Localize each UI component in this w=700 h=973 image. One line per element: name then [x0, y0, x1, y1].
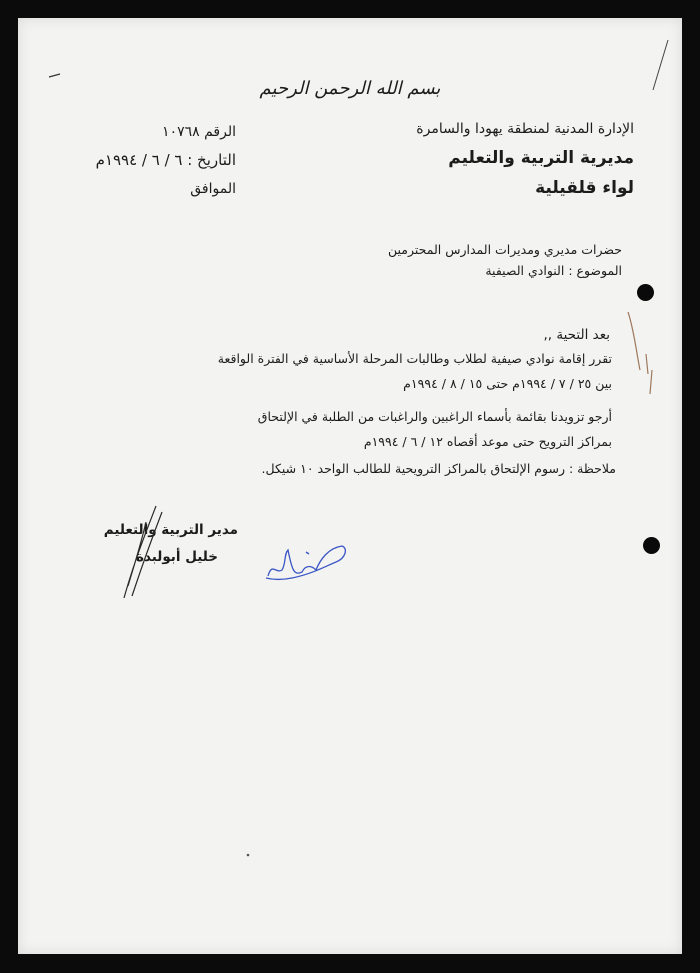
basmala: بسم الله الرحمن الرحيم: [259, 78, 441, 99]
signature-title: مدير التربية والتعليم: [103, 522, 238, 538]
punch-hole: [637, 284, 654, 301]
addressee: حضرات مديري ومديرات المدارس المحترمين: [388, 242, 622, 257]
body-line: أرجو تزويدنا بقائمة بأسماء الراغبين والراغبات من الطلبة في الإلتحاق: [257, 409, 612, 424]
letter-page: [18, 18, 682, 954]
greeting: بعد التحية ,,: [543, 327, 610, 343]
signature-name: خليل أبولبدة: [135, 549, 218, 565]
note-line: ملاحظة : رسوم الإلتحاق بالمراكز الترويحية للطالب الواحد ١٠ شيكل.: [261, 461, 616, 476]
header-district: لواء قلقيلية: [535, 178, 634, 198]
signature-scribble: [262, 540, 352, 584]
reference-corresponding: الموافق: [190, 181, 236, 197]
reference-date: التاريخ : ٦ / ٦ / ١٩٩٤م: [95, 151, 236, 169]
header-administration: الإدارة المدنية لمنطقة يهودا والسامرة: [416, 121, 634, 137]
subject: الموضوع : النوادي الصيفية: [485, 263, 622, 278]
stain-mark: [626, 310, 656, 400]
body-line: بين ٢٥ / ٧ / ١٩٩٤م حتى ١٥ / ٨ / ١٩٩٤م: [403, 376, 612, 391]
header-directorate: مديرية التربية والتعليم: [448, 148, 634, 168]
margin-mark: [48, 73, 62, 79]
margin-mark: [650, 38, 670, 94]
body-line: بمراكز الترويح حتى موعد أقصاه ١٢ / ٦ / ١٩٩٤م: [363, 434, 612, 449]
reference-number: الرقم ١٠٧٦٨: [162, 124, 236, 140]
body-line: تقرر إقامة نوادي صيفية لطلاب وطالبات المرحلة الأساسية في الفترة الواقعة: [217, 351, 612, 366]
dust-mark: [244, 852, 252, 858]
punch-hole: [643, 537, 660, 554]
handwritten-stroke: [116, 502, 166, 602]
